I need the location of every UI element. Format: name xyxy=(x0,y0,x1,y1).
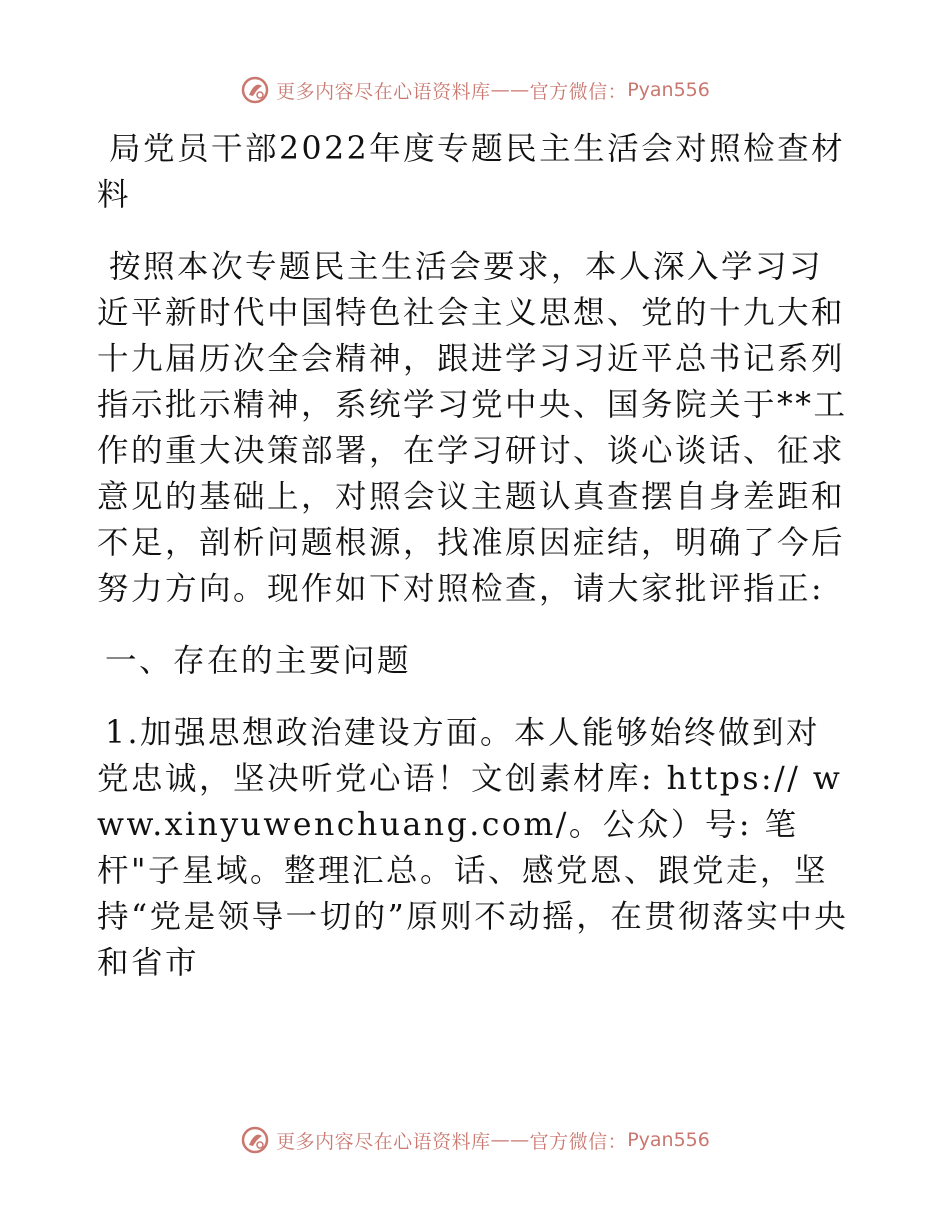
banner-main-text: 更多内容尽在心语资料库 xyxy=(276,80,491,103)
library-logo-icon xyxy=(240,1125,270,1155)
banner-separator: —— xyxy=(490,1129,530,1151)
banner-main-text: 更多内容尽在心语资料库 xyxy=(276,1130,491,1153)
document-title: 局党员干部2022年度专题民主生活会对照检查材料 xyxy=(97,131,846,213)
banner-wechat-id: Pyan556 xyxy=(627,79,710,101)
header-watermark-banner xyxy=(0,70,950,110)
item-paragraph-1: 1.加强思想政治建设方面。本人能够始终做到对党忠诚，坚决听党心语！文创素材库: https:// www.xinyuwenchuang.com/。公众）号: 笔杆"子星域。整理汇总。话、感党恩、跟党走，坚持“党是领导一切的”原则不动摇，在贯彻落实中央和省市 xyxy=(97,715,849,981)
footer-watermark-banner xyxy=(0,1120,950,1160)
section-heading: 一、存在的主要问题 xyxy=(105,643,412,679)
banner-wechat-label: 官方微信： xyxy=(529,80,628,103)
document-body xyxy=(97,126,849,986)
library-logo-icon xyxy=(240,75,270,105)
intro-paragraph: 按照本次专题民主生活会要求，本人深入学习习近平新时代中国特色社会主义思想、党的十九大和十九届历次全会精神，跟进学习习近平总书记系列指示批示精神，系统学习党中央、国务院关于**工作的重大决策部署，在学习研讨、谈心谈话、征求意见的基础上，对照会议主题认真查摆自身差距和不足，剖析问题根源，找准原因症结，明确了今后努力方向。现作如下对照检查，请大家批评指正: xyxy=(97,249,848,607)
banner-wechat-id: Pyan556 xyxy=(627,1129,710,1151)
banner-wechat-label: 官方微信： xyxy=(529,1130,628,1153)
banner-separator: —— xyxy=(490,79,530,101)
